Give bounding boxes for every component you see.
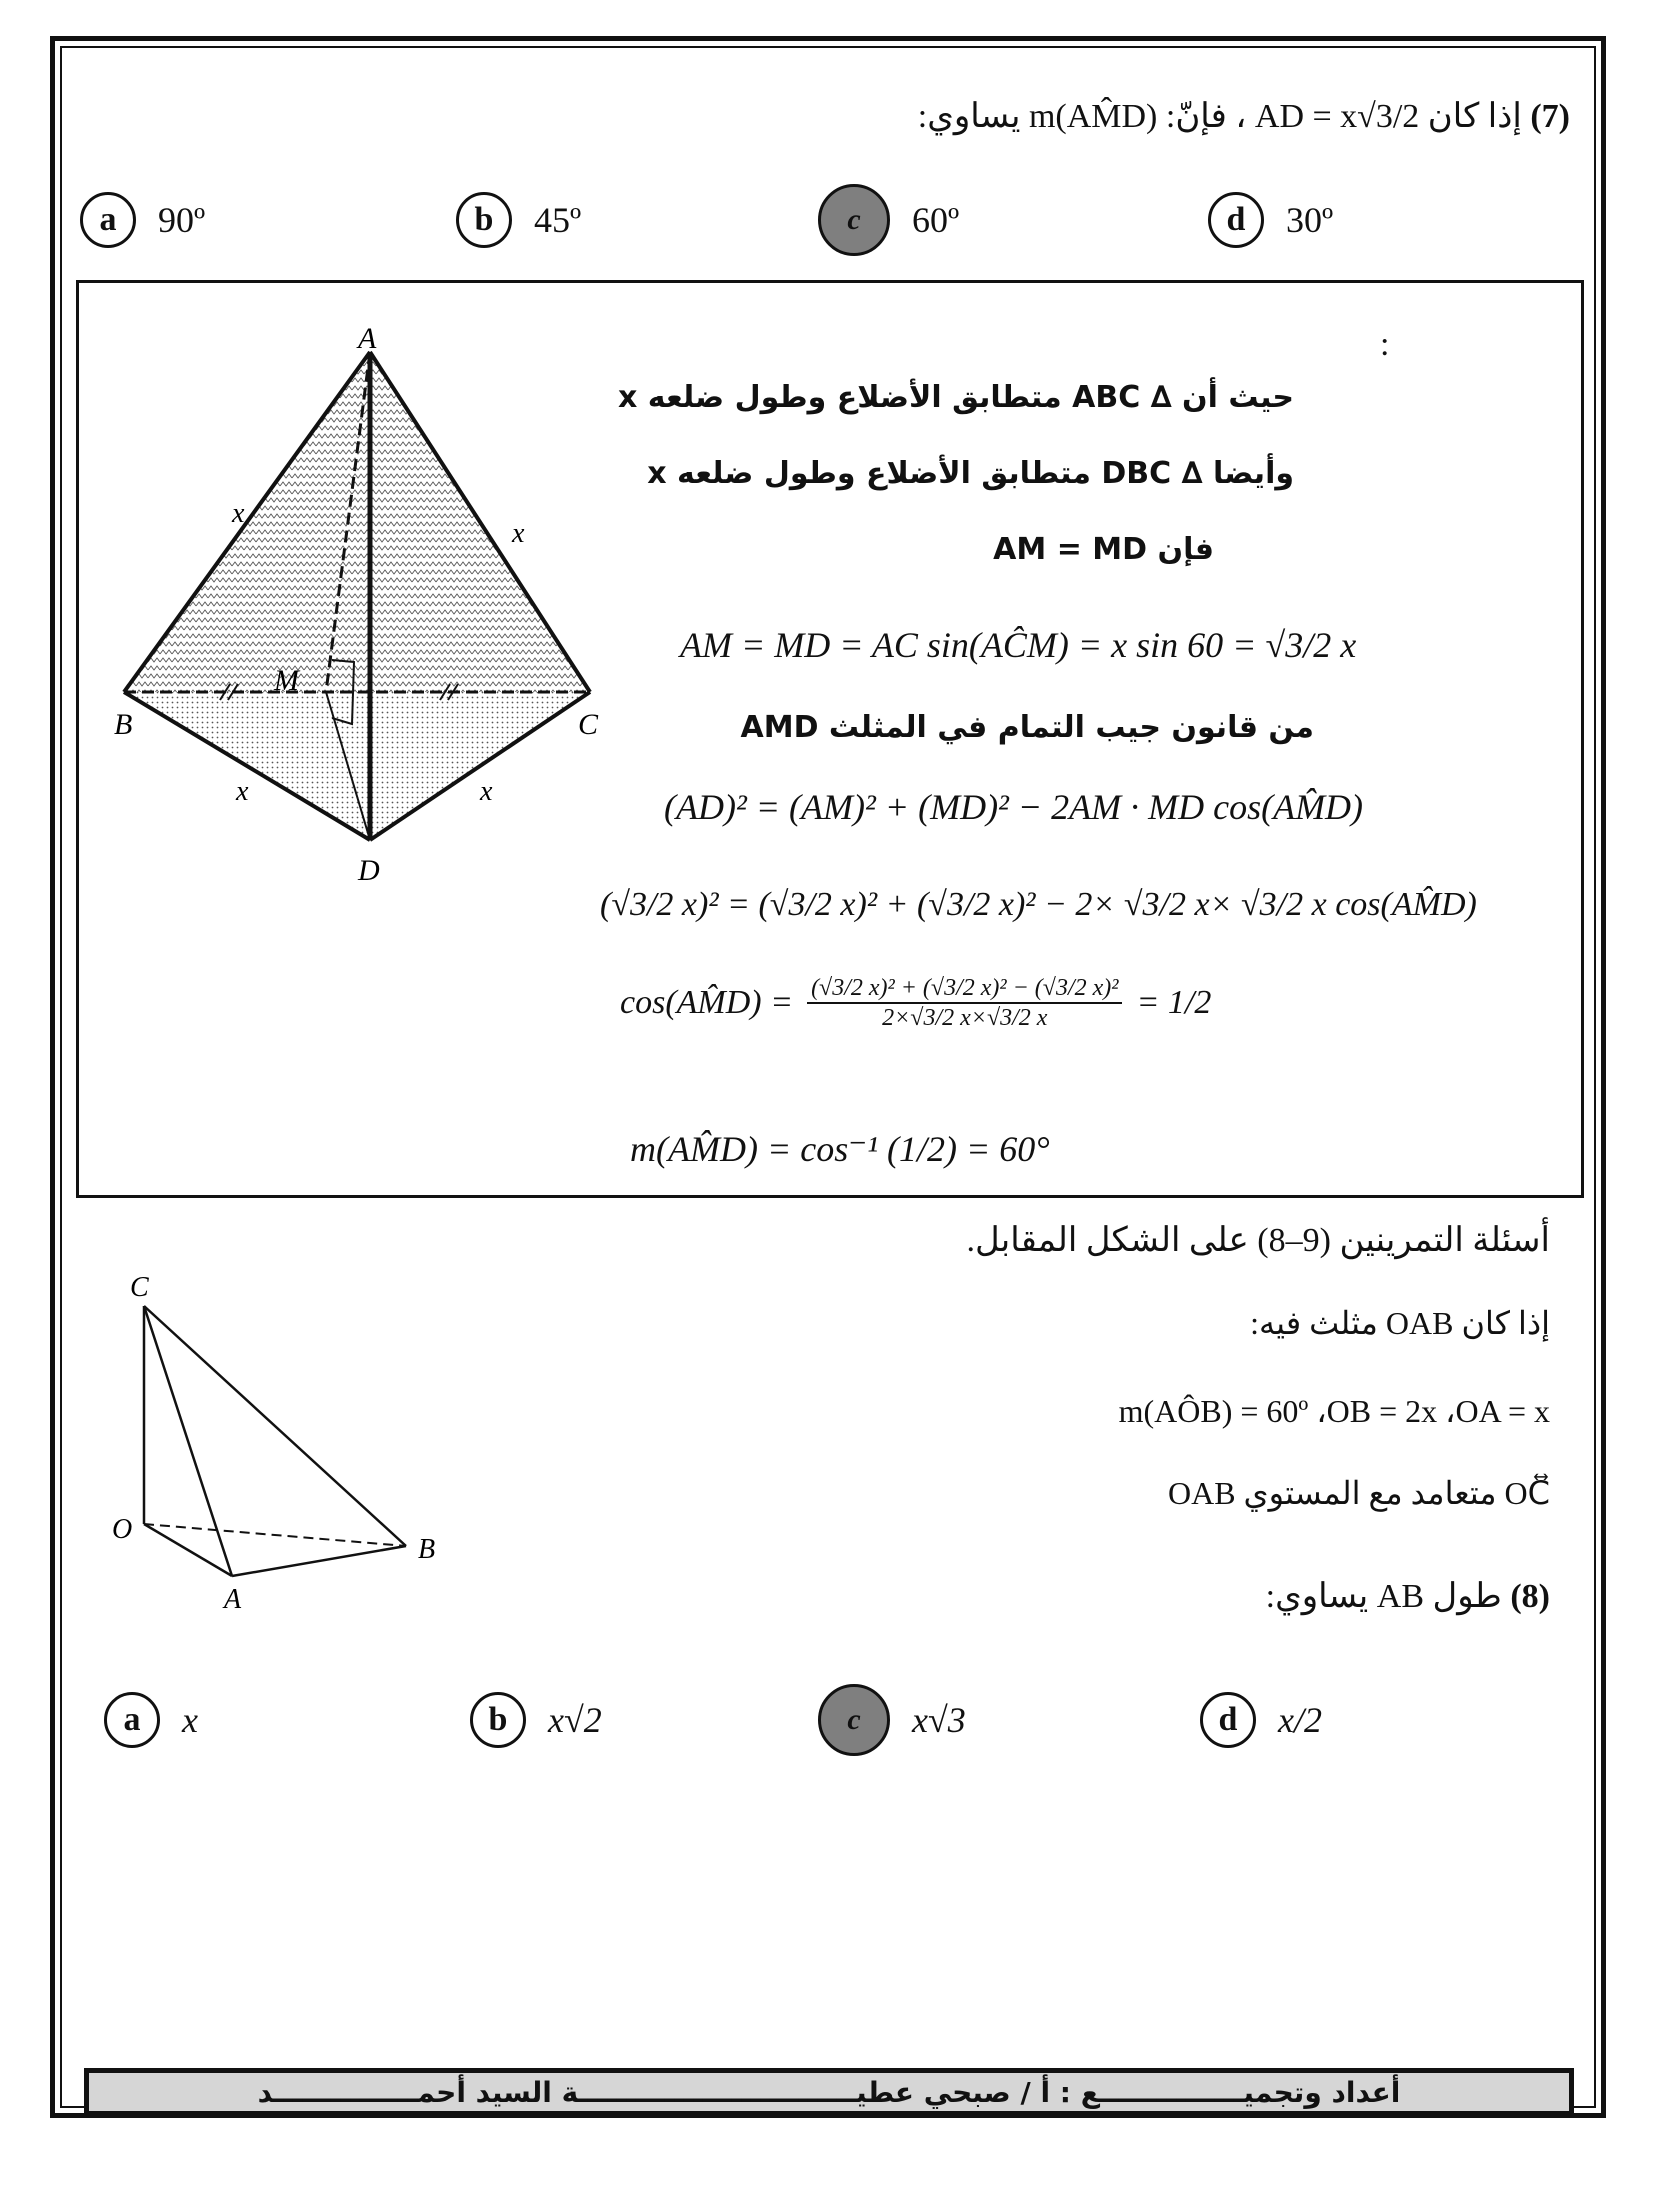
vertex-label-o: O	[112, 1514, 133, 1545]
footer-credit	[84, 2068, 1574, 2116]
solution-line-5: من قانون جيب التمام في المثلث AMD	[740, 710, 1314, 745]
solution-line-6: (AD)² = (AM)² + (MD)² − 2AM · MD cos(AM̂D)	[664, 787, 1364, 827]
choice-bubble[interactable]: d	[1200, 1692, 1256, 1748]
solution-colon: :	[1380, 326, 1390, 363]
edge-label-x: x	[236, 776, 249, 807]
q7-choices	[80, 180, 1580, 260]
q7-choice-a[interactable]	[80, 180, 205, 260]
q8-choice-a[interactable]	[104, 1680, 198, 1760]
choice-bubble[interactable]: a	[104, 1692, 160, 1748]
solution-line-8	[620, 976, 1211, 1030]
choice-bubble-selected[interactable]: c	[818, 1684, 890, 1756]
vertex-label-b: B	[418, 1534, 436, 1565]
q7-choice-b[interactable]	[456, 180, 581, 260]
edge-label-x: x	[480, 776, 493, 807]
triangle-given: إذا كان OAB مثلث فيه:	[1250, 1305, 1550, 1341]
line-8-rhs: = 1/2	[1136, 984, 1212, 1021]
vertex-label-a: A	[358, 322, 377, 355]
edge-label-x: x	[232, 498, 245, 529]
q7-choice-d[interactable]	[1208, 180, 1333, 260]
choice-value: 30º	[1286, 200, 1334, 240]
choice-value: 45º	[534, 200, 582, 240]
choice-bubble[interactable]: d	[1208, 192, 1264, 248]
choice-value: x√2	[548, 1700, 602, 1740]
question-8-stem	[1266, 1576, 1550, 1616]
q8-choices	[104, 1680, 1604, 1760]
choice-value: x/2	[1278, 1700, 1322, 1740]
vertex-label-c: C	[578, 708, 599, 741]
edge-label-x: x	[512, 518, 525, 549]
q8-choice-b[interactable]	[470, 1680, 602, 1760]
question-text: طول AB يساوي:	[1265, 1578, 1502, 1615]
question-7-stem	[918, 96, 1570, 136]
question-number: (8)	[1510, 1578, 1550, 1615]
perpendicular-statement: OC⃡ متعامد مع المستوي OAB	[1167, 1475, 1550, 1511]
q8-choice-c[interactable]	[818, 1680, 966, 1760]
vertex-label-d: D	[358, 854, 380, 887]
vertex-label-m: M	[274, 664, 299, 697]
line-8-numerator: (√3/2 x)² + (√3/2 x)² − (√3/2 x)²	[807, 976, 1122, 1004]
choice-value: x√3	[912, 1700, 966, 1740]
q7-choice-c[interactable]	[818, 180, 959, 260]
solution-line-2: وأيضا ∆ DBC متطابق الأضلاع وطول ضلعه x	[647, 456, 1294, 491]
solution-line-9: m(AM̂D) = cos⁻¹ (1/2) = 60°	[630, 1129, 1050, 1169]
vertex-label-c: C	[130, 1272, 149, 1303]
solution-line-3: فإن AM = MD	[993, 532, 1214, 567]
vertex-label-a: A	[224, 1584, 242, 1615]
solution-line-7: (√3/2 x)² = (√3/2 x)² + (√3/2 x)² − 2× √3/2 x× √3/2 x cos(AM̂D)	[600, 886, 1477, 923]
line-8-fraction	[807, 976, 1122, 1030]
solution-line-4: AM = MD = AC sin(AĈM) = x sin 60 = √3/2 x	[680, 625, 1357, 665]
line-8-denominator: 2×√3/2 x×√3/2 x	[882, 1005, 1048, 1031]
question-number: (7)	[1530, 98, 1570, 135]
q8-choice-d[interactable]	[1200, 1680, 1322, 1760]
choice-value: 90º	[158, 200, 206, 240]
vertex-label-b: B	[114, 708, 133, 741]
footer-text: أعداد وتجميـــــــــــــــع : أ / صبحي عطيـــــــــــــــــــــــــــــة السيد أحمـــــــــــــــد	[257, 2075, 1401, 2109]
pyramid-figure	[100, 1270, 460, 1620]
choice-value: x	[182, 1700, 198, 1740]
line-8-lhs: cos(AM̂D) =	[620, 984, 794, 1021]
question-text: إذا كان AD = x√3/2 ، فإنّ: m(AM̂D) يساوي:	[917, 98, 1522, 135]
solution-line-1: حيث أن ∆ ABC متطابق الأضلاع وطول ضلعه x	[617, 380, 1294, 415]
choice-bubble[interactable]: a	[80, 192, 136, 248]
choice-bubble[interactable]: b	[456, 192, 512, 248]
tetrahedron-figure	[100, 320, 620, 890]
triangle-measures: m(AÔB) = 60º ،OB = 2x ،OA = x	[1118, 1393, 1550, 1429]
choice-bubble[interactable]: b	[470, 1692, 526, 1748]
choice-value: 60º	[912, 200, 960, 240]
choice-bubble-selected[interactable]: c	[818, 184, 890, 256]
exercise-intro: أسئلة التمرينين (9–8) على الشكل المقابل.	[966, 1222, 1550, 1259]
